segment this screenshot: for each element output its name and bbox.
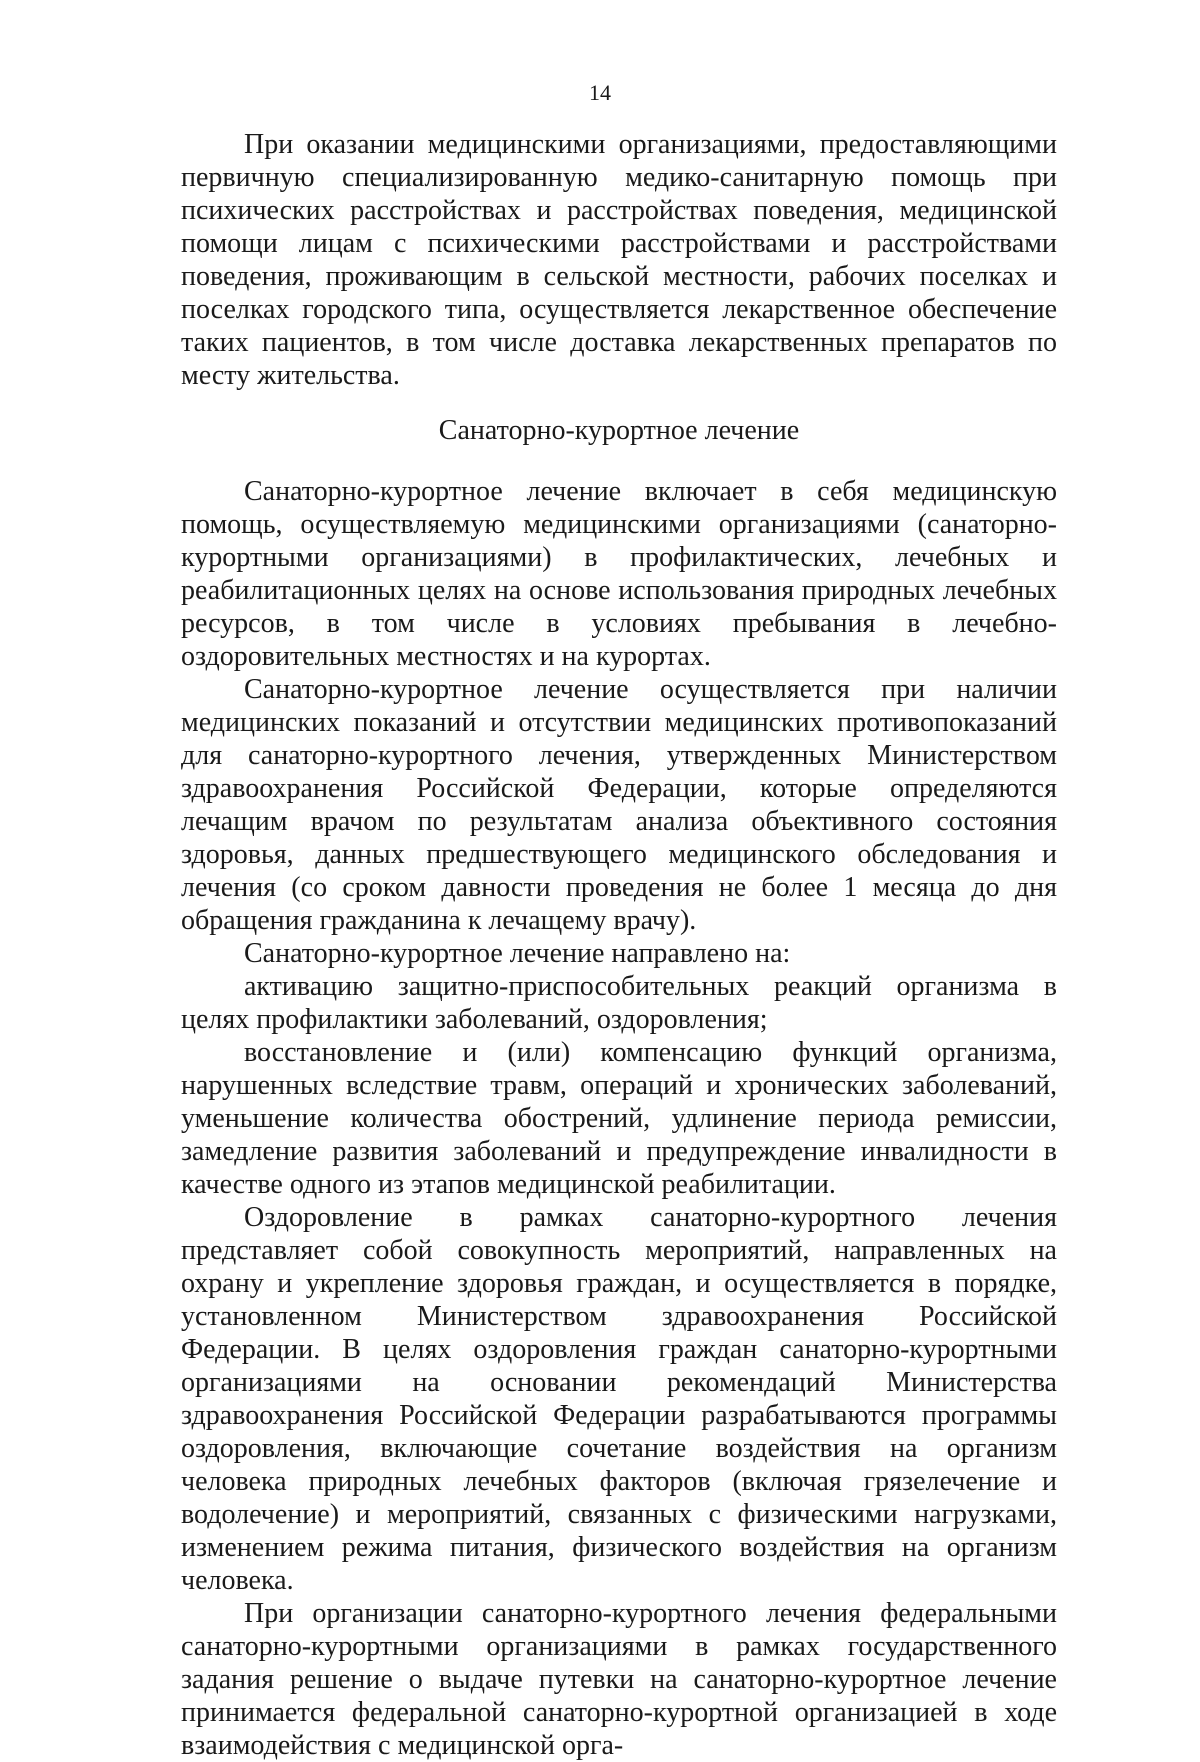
paragraph-definition: Санаторно-курортное лечение включает в себя медицинскую помощь, осуществляемую медицинскими организациями (санаторно-курортными организациями) в профилактических, лечебных и реабилитационных целях на основе использования природных лечебных ресурсов, в том числе в условиях пребывания в лечебно-оздоровительных местностях и на курортах.: [181, 476, 1057, 672]
paragraph-health-improvement: Оздоровление в рамках санаторно-курортного лечения представляет собой совокупность мероприятий, направленных на охрану и укрепление здоровья граждан, и осуществляется в порядке, установленном Министерством здравоохранения Российской Федерации. В целях оздоровления граждан санаторно-курортными организациями на основании рекомендаций Министерства здравоохранения Российской Федерации разрабатываются программы оздоровления, включающие сочетание воздействия на организм человека природных лечебных факторов (включая грязелечение и водолечение) и мероприятий, связанных с физическими нагрузками, изменением режима питания, физического воздействия на организм человека.: [181, 1202, 1057, 1596]
paragraph-psychiatric-drug-supply: При оказании медицинскими организациями, предоставляющими первичную специализированную медико-санитарную помощь при психических расстройствах и расстройствах поведения, медицинской помощи лицам с психическими расстройствами и расстройствами поведения, проживающим в сельской местности, рабочих поселках и поселках городского типа, осуществляется лекарственное обеспечение таких пациентов, в том числе доставка лекарственных препаратов по месту жительства.: [181, 129, 1057, 391]
list-item-activation: активацию защитно-приспособительных реакций организма в целях профилактики заболеваний, оздоровления;: [181, 971, 1057, 1035]
list-item-restoration: восстановление и (или) компенсацию функций организма, нарушенных вследствие травм, операций и хронических заболеваний, уменьшение количества обострений, удлинение периода ремиссии, замедление развития заболеваний и предупреждение инвалидности в качестве одного из этапов медицинской реабилитации.: [181, 1037, 1057, 1200]
document-body: [181, 128, 1057, 1762]
paragraph-indications: Санаторно-курортное лечение осуществляется при наличии медицинских показаний и отсутствии медицинских противопоказаний для санаторно-курортного лечения, утвержденных Министерством здравоохранения Российской Федерации, которые определяются лечащим врачом по результатам анализа объективного состояния здоровья, данных предшествующего медицинского обследования и лечения (со сроком давности проведения не более 1 месяца до дня обращения гражданина к лечащему врачу).: [181, 674, 1057, 936]
section-heading: Санаторно-курортное лечение: [438, 415, 800, 446]
page-number: 14: [589, 80, 611, 105]
paragraph-federal-organizations: При организации санаторно-курортного лечения федеральными санаторно-курортными организациями в рамках государственного задания решение о выдаче путевки на санаторно-курортное лечение принимается федеральной санаторно-курортной организацией в ходе взаимодействия с медицинской орга-: [181, 1598, 1057, 1761]
paragraph-aims-intro: Санаторно-курортное лечение направлено на:: [244, 938, 791, 969]
